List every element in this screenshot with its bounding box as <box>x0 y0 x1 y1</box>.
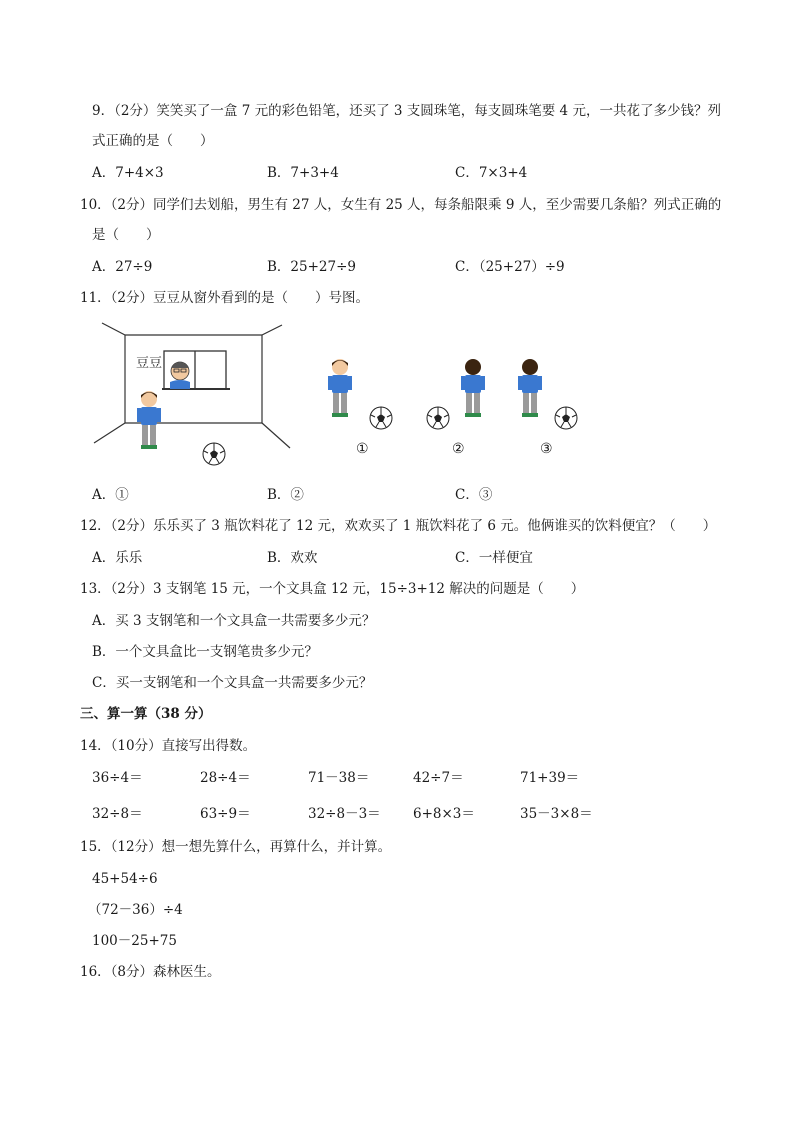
q15-line1: 15．（12分）想一想先算什么，再算什么，并计算。 <box>80 839 392 855</box>
q11-option-c[interactable]: C．③ <box>455 487 493 503</box>
q9-line1: 9．（2分）笑笑买了一盒 7 元的彩色铅笔，还买了 3 支圆珠笔，每支圆珠笔要 4 元，一共花了多少钱？列 <box>92 103 721 119</box>
window-name-label: 豆豆 <box>136 356 163 371</box>
q14-item: 6+8×3＝ <box>413 806 475 822</box>
q14-item: 36÷4＝ <box>92 770 143 786</box>
q14-item: 71－38＝ <box>308 770 370 786</box>
q9-option-a[interactable]: A．7+4×3 <box>92 165 164 181</box>
q10-option-c[interactable]: C．（25+27）÷9 <box>455 259 565 275</box>
q10-option-a[interactable]: A．27÷9 <box>92 259 153 275</box>
q14-item: 28÷4＝ <box>200 770 251 786</box>
q13-option-c[interactable]: C．买一支钢笔和一个文具盒一共需要多少元？ <box>92 675 373 691</box>
q12-option-a[interactable]: A．乐乐 <box>92 550 143 566</box>
section-title: 三、算一算（38 分） <box>80 706 212 722</box>
q14-line1: 14．（10分）直接写出得数。 <box>80 738 257 754</box>
q15-expr: 100－25+75 <box>92 933 177 949</box>
q14-item: 32÷8＝ <box>92 806 143 822</box>
q13-line1: 13．（2分）3 支钢笔 15 元，一个文具盒 12 元，15÷3+12 解决的问题是（ ） <box>80 581 585 597</box>
q14-item: 32÷8－3＝ <box>308 806 381 822</box>
q12-line1: 12．（2分）乐乐买了 3 瓶饮料花了 12 元，欢欢买了 1 瓶饮料花了 6 元。他俩谁买的饮料便宜？（ ） <box>80 518 717 534</box>
q12-option-b[interactable]: B．欢欢 <box>267 550 318 566</box>
q16-line1: 16．（8分）森林医生。 <box>80 964 221 980</box>
q10-line2: 是（ ） <box>92 227 160 243</box>
q9-option-b[interactable]: B．7+3+4 <box>267 165 339 181</box>
q13-option-b[interactable]: B．一个文具盒比一支钢笔贵多少元？ <box>92 644 318 660</box>
q14-item: 42÷7＝ <box>413 770 464 786</box>
q9-line2: 式正确的是（ ） <box>92 133 214 149</box>
figure-label-1: ① <box>356 441 369 457</box>
room-illustration <box>92 318 592 468</box>
q15-expr: （72－36）÷4 <box>88 902 183 918</box>
figure-label-3: ③ <box>540 441 553 457</box>
q14-item: 71+39＝ <box>520 770 580 786</box>
figure-label-2: ② <box>452 441 465 457</box>
q13-option-a[interactable]: A．买 3 支钢笔和一个文具盒一共需要多少元？ <box>92 613 376 629</box>
q14-item: 63÷9＝ <box>200 806 251 822</box>
q15-expr: 45+54÷6 <box>92 871 158 887</box>
q14-item: 35－3×8＝ <box>520 806 593 822</box>
q11-line1: 11．（2分）豆豆从窗外看到的是（ ）号图。 <box>80 290 370 306</box>
q10-line1: 10．（2分）同学们去划船，男生有 27 人，女生有 25 人，每条船限乘 9 人，至少需要几条船？列式正确的 <box>80 197 722 213</box>
q11-option-a[interactable]: A．① <box>92 487 129 503</box>
q10-option-b[interactable]: B．25+27÷9 <box>267 259 356 275</box>
q11-figure <box>92 318 592 468</box>
q11-option-b[interactable]: B．② <box>267 487 304 503</box>
q12-option-c[interactable]: C．一样便宜 <box>455 550 533 566</box>
q9-option-c[interactable]: C．7×3+4 <box>455 165 528 181</box>
